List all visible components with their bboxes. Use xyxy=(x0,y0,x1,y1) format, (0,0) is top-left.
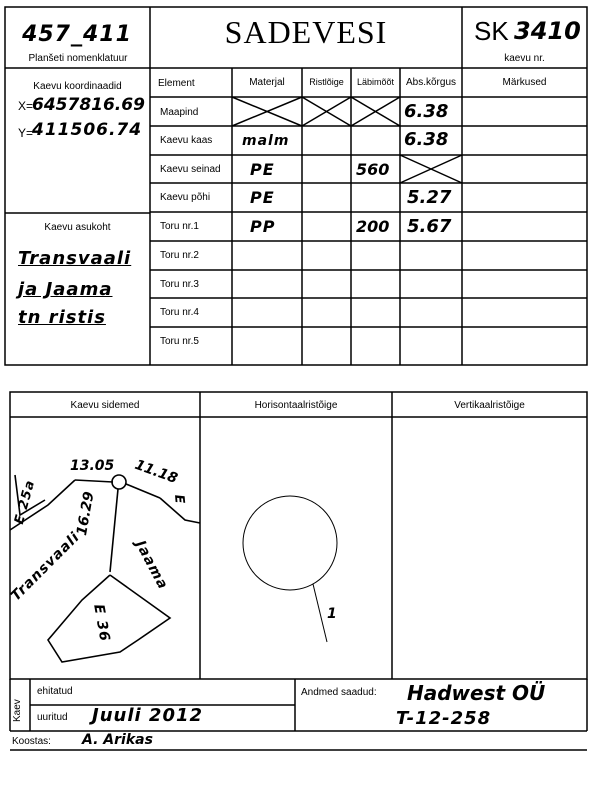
surveyed-label: uuritud xyxy=(37,712,68,723)
table-row-element: Kaevu kaas xyxy=(160,135,213,146)
horizontal-section-drawing xyxy=(243,496,337,642)
col-diameter: Läbimõõt xyxy=(356,77,395,87)
coords-label: Kaevu koordinaadid xyxy=(33,81,122,92)
dist-left-label: 13.05 xyxy=(70,458,115,474)
table-row-abs: 6.38 xyxy=(404,101,449,122)
pipe-number-label: 1 xyxy=(327,606,338,622)
well-label: kaevu nr. xyxy=(504,53,545,64)
dist-down-label: 16.29 xyxy=(74,490,98,537)
location-line-3: tn ristis xyxy=(18,307,106,328)
building-e-right: E xyxy=(171,494,187,506)
street-transvaali: Transvaali xyxy=(8,529,84,605)
sheet-label: Planšeti nomenklatuur xyxy=(28,53,128,64)
surveyed-value: Juuli 2012 xyxy=(92,705,204,726)
source-company: Hadwest OÜ xyxy=(407,681,546,705)
col-vertical-section: Vertikaalristõige xyxy=(454,400,525,411)
col-well-connections: Kaevu sidemed xyxy=(70,400,140,411)
dist-right-label: 11.18 xyxy=(132,456,180,488)
table-row-element: Maapind xyxy=(160,107,199,118)
building-e36: E 36 xyxy=(90,603,113,644)
table-row-element: Toru nr.4 xyxy=(160,307,199,318)
location-line-2: ja Jaama xyxy=(18,279,113,300)
y-prefix: Y= xyxy=(18,126,34,140)
table-row-element: Toru nr.5 xyxy=(160,336,199,347)
table-row-diameter: 200 xyxy=(356,217,390,236)
table-row-element: Kaevu seinad xyxy=(160,164,221,175)
source-label: Andmed saadud: xyxy=(301,687,377,698)
compiler-value: A. Arikas xyxy=(82,732,153,748)
table-row-material: malm xyxy=(242,133,290,149)
col-notes: Märkused xyxy=(502,77,547,88)
table-row-abs: 5.67 xyxy=(407,216,452,237)
kaev-label: Kaev xyxy=(12,699,23,722)
col-abs: Abs.kõrgus xyxy=(405,77,457,88)
source-code: T-12-258 xyxy=(396,708,492,729)
table-row-material: PP xyxy=(250,217,276,236)
well-number: 3410 xyxy=(514,17,581,45)
street-jaama: Jaama xyxy=(131,538,171,593)
well-prefix: SK xyxy=(474,16,509,46)
col-element: Element xyxy=(158,78,195,89)
location-line-1: Transvaali xyxy=(18,248,132,269)
building-e25a: E 25a xyxy=(12,478,39,526)
sheet-number: 457_411 xyxy=(22,22,132,47)
table-row-element: Toru nr.3 xyxy=(160,279,199,290)
location-label: Kaevu asukoht xyxy=(44,222,111,233)
table-row-abs: 5.27 xyxy=(407,187,452,208)
table-row-abs: 6.38 xyxy=(404,129,449,150)
built-label: ehitatud xyxy=(37,686,73,697)
table-row-diameter: 560 xyxy=(356,160,390,179)
form-title: SADEVESI xyxy=(224,14,388,50)
table-row-element: Kaevu põhi xyxy=(160,192,211,203)
table-row-material: PE xyxy=(250,188,275,207)
y-value: 411506.74 xyxy=(32,120,143,140)
table-row-element: Toru nr.1 xyxy=(160,221,199,232)
table-row-element: Toru nr.2 xyxy=(160,250,199,261)
x-prefix: X= xyxy=(18,99,34,113)
col-horizontal-section: Horisontaalristõige xyxy=(254,400,338,411)
compiler-label: Koostas: xyxy=(12,736,51,747)
col-cross: Ristlõige xyxy=(309,77,344,87)
table-row-material: PE xyxy=(250,160,275,179)
col-material: Materjal xyxy=(249,77,285,88)
x-value: 6457816.69 xyxy=(32,95,145,115)
